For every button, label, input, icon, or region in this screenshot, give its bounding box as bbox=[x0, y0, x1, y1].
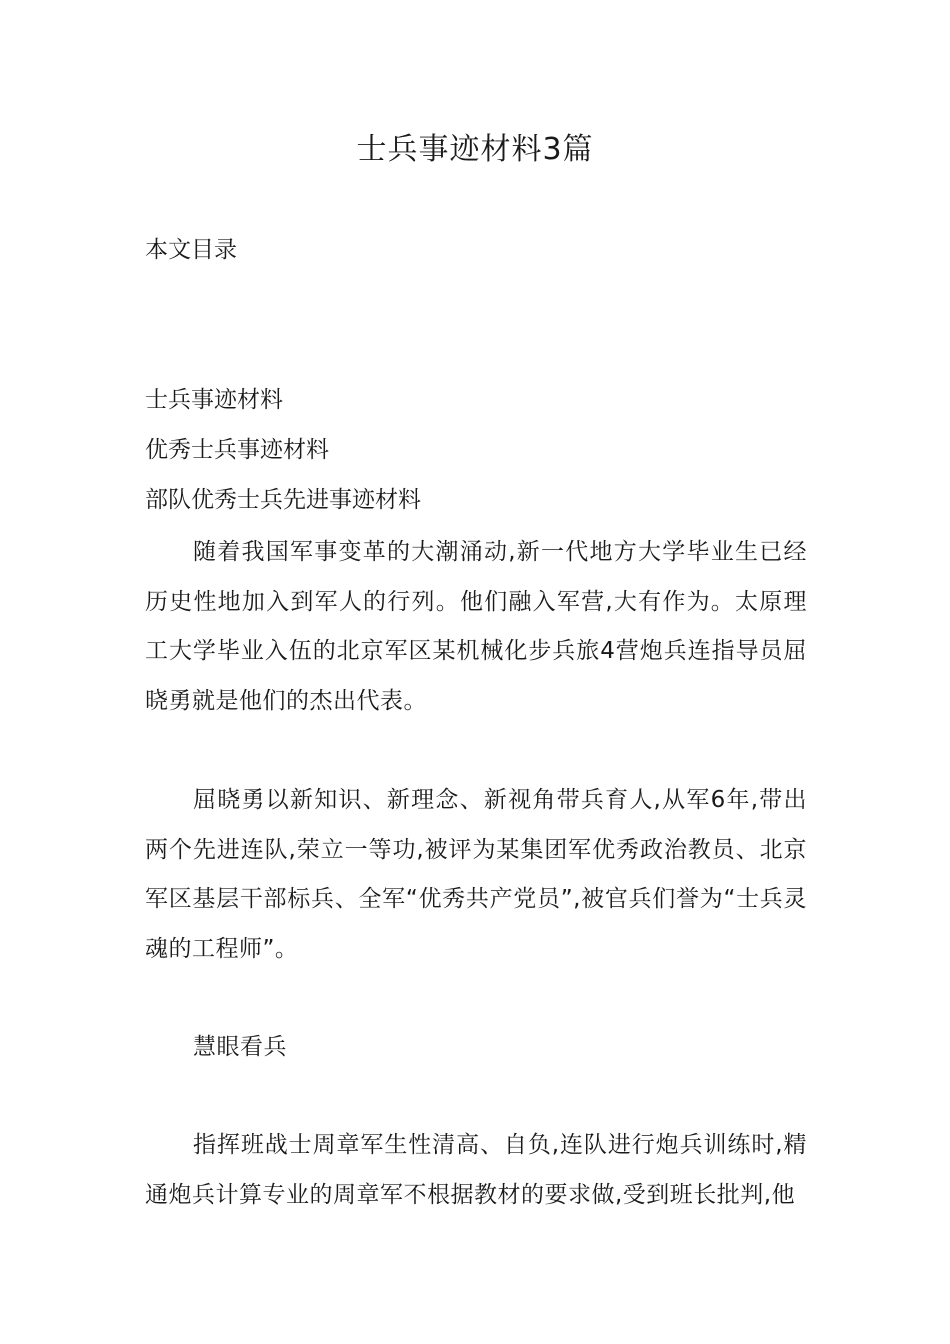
toc-item[interactable]: 部队优秀士兵先进事迹材料 bbox=[145, 487, 421, 513]
section-heading: 慧眼看兵 bbox=[193, 1034, 287, 1060]
body-paragraph: 随着我国军事变革的大潮涌动,新一代地方大学毕业生已经历史性地加入到军人的行列。他们融入军营,大有作为。太原理工大学毕业入伍的北京军区某机械化步兵旅4营炮兵连指导员屈晓勇就是他们的杰出代表。 bbox=[145, 539, 807, 714]
toc-item[interactable]: 优秀士兵事迹材料 bbox=[145, 437, 329, 463]
body-paragraph: 屈晓勇以新知识、新理念、新视角带兵育人,从军6年,带出两个先进连队,荣立一等功,被评为某集团军优秀政治教员、北京军区基层干部标兵、全军“优秀共产党员”,被官兵们誉为“士兵灵魂的工程师”。 bbox=[145, 787, 807, 962]
body-paragraph: 指挥班战士周章军生性清高、自负,连队进行炮兵训练时,精通炮兵计算专业的周章军不根据教材的要求做,受到班长批判,他 bbox=[145, 1132, 807, 1208]
toc-item[interactable]: 士兵事迹材料 bbox=[145, 387, 283, 413]
toc-heading: 本文目录 bbox=[145, 237, 237, 263]
table-of-contents bbox=[145, 382, 421, 532]
document-title: 士兵事迹材料3篇 bbox=[356, 132, 594, 167]
